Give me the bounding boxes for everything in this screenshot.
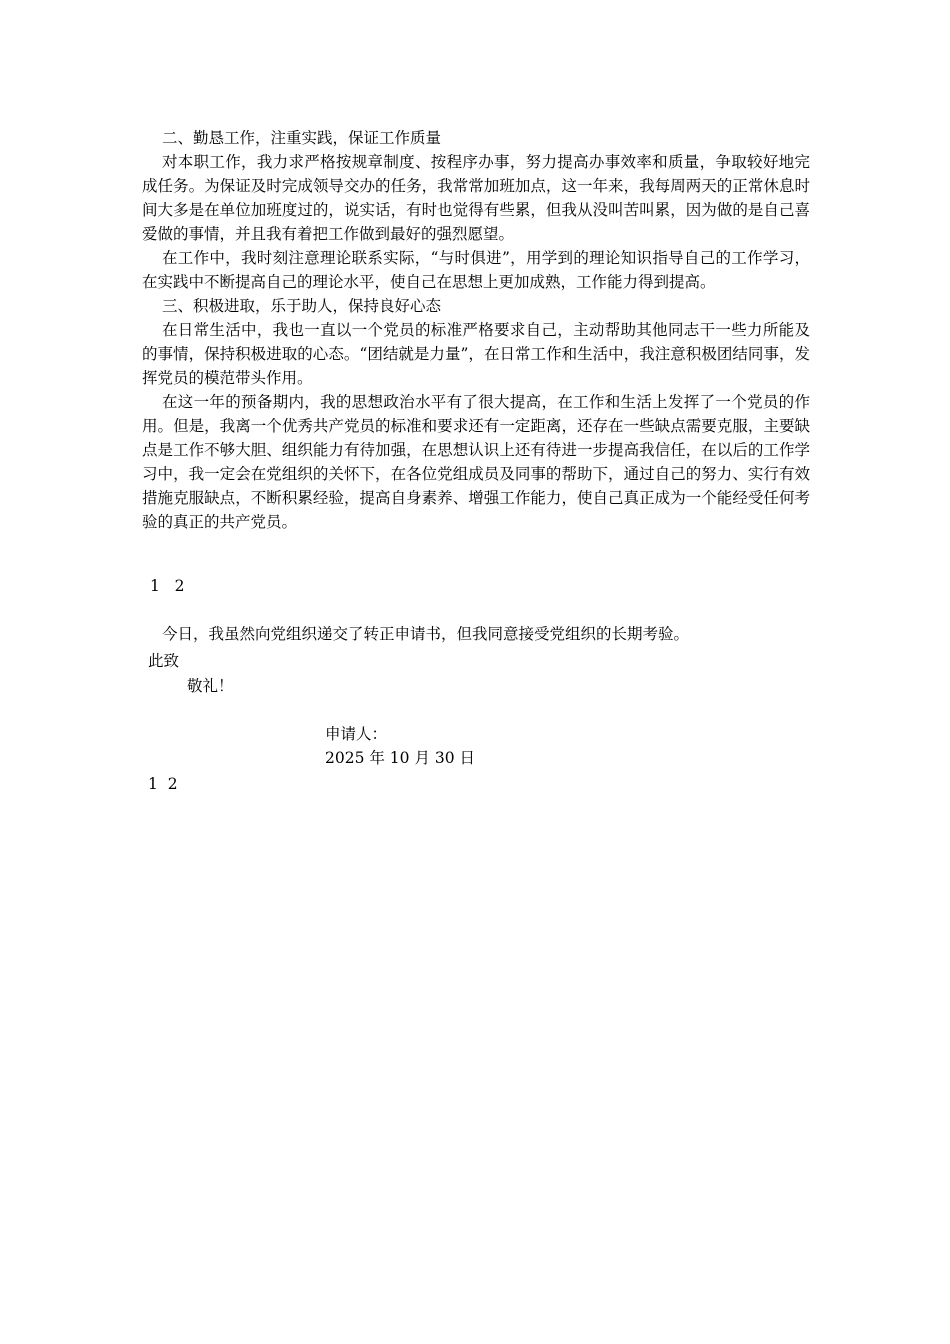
paragraph: 对本职工作，我力求严格按规章制度、按程序办事，努力提高办事效率和质量，争取较好地完成任务。为保证及时完成领导交办的任务，我常常加班加点，这一年来，我每周两天的正常休息时间大多是在单位加班度过的，说实话，有时也觉得有些累，但我从没叫苦叫累，因为做的是自己喜爱做的事情，并且我有着把工作做到最好的强烈愿望。 bbox=[142, 153, 810, 243]
body-text bbox=[142, 126, 810, 534]
salutation-cizhi: 此致 bbox=[148, 652, 180, 670]
applicant-label: 申请人： bbox=[325, 725, 388, 743]
page-marker: 1 2 bbox=[148, 775, 178, 793]
closing-statement: 今日，我虽然向党组织递交了转正申请书，但我同意接受党组织的长期考验。 bbox=[162, 625, 690, 643]
paragraph: 在工作中，我时刻注意理论联系实际，“与时俱进”，用学到的理论知识指导自己的工作学习，在实践中不断提高自己的理论水平，使自己在思想上更加成熟，工作能力得到提高。 bbox=[142, 249, 810, 291]
paragraph: 在这一年的预备期内，我的思想政治水平有了很大提高，在工作和生活上发挥了一个党员的作用。但是，我离一个优秀共产党员的标准和要求还有一定距离，还存在一些缺点需要克服，主要缺点是工作不够大胆、组织能力有待加强，在思想认识上还有待进一步提高我信任，在以后的工作学习中，我一定会在党组织的关怀下，在各位党组成员及同事的帮助下，通过自己的努力、实行有效措施克服缺点，不断积累经验，提高自身素养、增强工作能力，使自己真正成为一个能经受任何考验的真正的共产党员。 bbox=[142, 393, 810, 531]
section-heading-3: 三、积极进取，乐于助人，保持良好心态 bbox=[162, 297, 442, 315]
signature-date: 2025 年 10 月 30 日 bbox=[325, 749, 476, 767]
page-marker: 1 2 bbox=[150, 577, 185, 595]
salutation-jingli: 敬礼！ bbox=[187, 677, 234, 695]
section-heading-2: 二、勤恳工作，注重实践，保证工作质量 bbox=[162, 129, 442, 147]
paragraph: 在日常生活中，我也一直以一个党员的标准严格要求自己，主动帮助其他同志干一些力所能及的事情，保持积极进取的心态。“团结就是力量”，在日常工作和生活中，我注意积极团结同事，发挥党员的模范带头作用。 bbox=[142, 321, 810, 387]
